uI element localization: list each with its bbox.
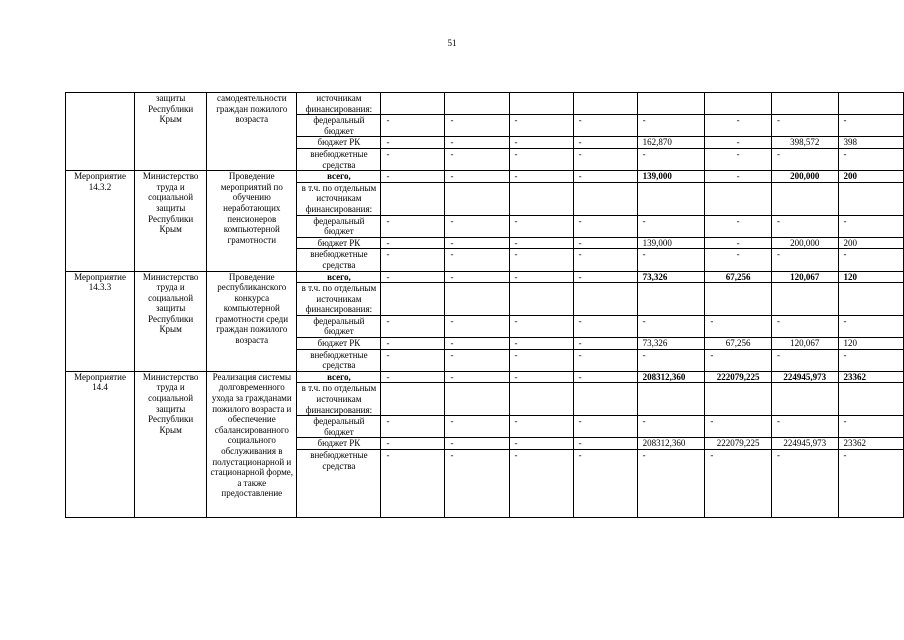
value-cell: - bbox=[509, 271, 573, 283]
value-cell: - bbox=[445, 271, 509, 283]
value-cell: - bbox=[705, 137, 772, 149]
value-cell bbox=[573, 93, 637, 115]
value-cell: - bbox=[509, 371, 573, 383]
value-cell: - bbox=[381, 371, 445, 383]
value-cell bbox=[771, 93, 838, 115]
value-cell: - bbox=[771, 450, 838, 518]
value-cell: - bbox=[445, 450, 509, 518]
value-cell bbox=[771, 383, 838, 416]
value-cell: - bbox=[573, 338, 637, 350]
source-cell: внебюджетные средства bbox=[297, 450, 381, 518]
value-cell: - bbox=[705, 249, 772, 271]
value-cell: - bbox=[445, 171, 509, 183]
value-cell bbox=[509, 283, 573, 316]
value-cell: 120 bbox=[838, 271, 903, 283]
measure-id-cell: Мероприятие 14.3.3 bbox=[66, 271, 135, 371]
page-number: 51 bbox=[447, 38, 457, 48]
value-cell: - bbox=[509, 115, 573, 137]
value-cell: 222079,225 bbox=[705, 438, 772, 450]
table-row bbox=[66, 371, 904, 383]
value-cell: 224945,973 bbox=[771, 371, 838, 383]
value-cell bbox=[573, 283, 637, 316]
value-cell bbox=[705, 383, 772, 416]
value-cell bbox=[509, 383, 573, 416]
value-cell: 73,326 bbox=[637, 338, 705, 350]
source-cell: в т.ч. по отдельным источникам финансирования: bbox=[297, 182, 381, 215]
value-cell: - bbox=[509, 148, 573, 170]
value-cell bbox=[771, 182, 838, 215]
value-cell: - bbox=[637, 148, 705, 170]
value-cell: - bbox=[509, 338, 573, 350]
table-row bbox=[66, 93, 904, 115]
value-cell bbox=[637, 383, 705, 416]
value-cell bbox=[445, 182, 509, 215]
value-cell: - bbox=[445, 315, 509, 337]
value-cell: 208312,360 bbox=[637, 438, 705, 450]
value-cell: - bbox=[838, 315, 903, 337]
value-cell: - bbox=[381, 249, 445, 271]
value-cell bbox=[381, 93, 445, 115]
source-cell: всего, bbox=[297, 371, 381, 383]
value-cell: - bbox=[573, 171, 637, 183]
value-cell: - bbox=[705, 237, 772, 249]
value-cell: - bbox=[573, 137, 637, 149]
value-cell: - bbox=[445, 249, 509, 271]
value-cell: - bbox=[445, 215, 509, 237]
value-cell: - bbox=[705, 215, 772, 237]
value-cell: - bbox=[381, 115, 445, 137]
value-cell: - bbox=[381, 148, 445, 170]
value-cell: 222079,225 bbox=[705, 371, 772, 383]
value-cell: - bbox=[705, 349, 772, 371]
value-cell: - bbox=[509, 249, 573, 271]
measure-id-cell bbox=[66, 93, 135, 171]
value-cell bbox=[445, 93, 509, 115]
value-cell bbox=[445, 383, 509, 416]
value-cell: - bbox=[637, 349, 705, 371]
value-cell: - bbox=[509, 237, 573, 249]
value-cell: - bbox=[381, 416, 445, 438]
value-cell bbox=[705, 283, 772, 316]
value-cell bbox=[573, 182, 637, 215]
value-cell: - bbox=[509, 315, 573, 337]
value-cell: - bbox=[445, 349, 509, 371]
executor-cell: защиты Республики Крым bbox=[135, 93, 207, 171]
value-cell: 120 bbox=[838, 338, 903, 350]
value-cell: - bbox=[509, 171, 573, 183]
value-cell: - bbox=[445, 137, 509, 149]
source-cell: в т.ч. по отдельным источникам финансирования: bbox=[297, 383, 381, 416]
value-cell: 120,067 bbox=[771, 271, 838, 283]
value-cell: - bbox=[573, 371, 637, 383]
value-cell: - bbox=[838, 349, 903, 371]
value-cell: 139,000 bbox=[637, 171, 705, 183]
funding-table bbox=[65, 92, 904, 518]
value-cell: - bbox=[573, 438, 637, 450]
value-cell: 139,000 bbox=[637, 237, 705, 249]
value-cell bbox=[705, 182, 772, 215]
value-cell: - bbox=[771, 349, 838, 371]
measure-name-cell: самодеятельности граждан пожилого возраста bbox=[207, 93, 297, 171]
value-cell: - bbox=[445, 416, 509, 438]
value-cell bbox=[838, 182, 903, 215]
value-cell: - bbox=[771, 249, 838, 271]
value-cell: 200 bbox=[838, 171, 903, 183]
value-cell: - bbox=[381, 450, 445, 518]
value-cell: - bbox=[771, 215, 838, 237]
value-cell: - bbox=[445, 371, 509, 383]
source-cell: федеральный бюджет bbox=[297, 215, 381, 237]
source-cell: федеральный бюджет bbox=[297, 115, 381, 137]
executor-cell: Министерство труда и социальной защиты Республики Крым bbox=[135, 271, 207, 371]
value-cell bbox=[637, 93, 705, 115]
value-cell: - bbox=[771, 416, 838, 438]
measure-name-cell: Проведение республиканского конкурса компьютерной грамотности среди граждан пожилого возраста bbox=[207, 271, 297, 371]
value-cell: - bbox=[381, 271, 445, 283]
value-cell: - bbox=[381, 438, 445, 450]
measure-id-cell: Мероприятие 14.4 bbox=[66, 371, 135, 517]
measure-name-cell: Проведение мероприятий по обучению неработающих пенсионеров компьютерной грамотности bbox=[207, 171, 297, 271]
value-cell: - bbox=[637, 115, 705, 137]
value-cell: - bbox=[573, 115, 637, 137]
source-cell: бюджет РК bbox=[297, 338, 381, 350]
value-cell: - bbox=[381, 215, 445, 237]
source-cell: внебюджетные средства bbox=[297, 249, 381, 271]
value-cell: - bbox=[838, 115, 903, 137]
value-cell bbox=[381, 182, 445, 215]
value-cell: - bbox=[771, 315, 838, 337]
source-cell: бюджет РК bbox=[297, 237, 381, 249]
value-cell: 200 bbox=[838, 237, 903, 249]
value-cell bbox=[637, 182, 705, 215]
value-cell: - bbox=[445, 115, 509, 137]
value-cell: 67,256 bbox=[705, 338, 772, 350]
value-cell: - bbox=[838, 215, 903, 237]
value-cell: - bbox=[838, 450, 903, 518]
value-cell: - bbox=[445, 338, 509, 350]
source-cell: федеральный бюджет bbox=[297, 416, 381, 438]
value-cell: - bbox=[705, 416, 772, 438]
value-cell: - bbox=[705, 171, 772, 183]
value-cell: - bbox=[381, 315, 445, 337]
value-cell: - bbox=[573, 450, 637, 518]
value-cell bbox=[838, 93, 903, 115]
value-cell bbox=[381, 283, 445, 316]
value-cell: - bbox=[509, 137, 573, 149]
executor-cell: Министерство труда и социальной защиты Республики Крым bbox=[135, 371, 207, 517]
value-cell: - bbox=[637, 215, 705, 237]
value-cell: - bbox=[637, 249, 705, 271]
executor-cell: Министерство труда и социальной защиты Республики Крым bbox=[135, 171, 207, 271]
value-cell: - bbox=[381, 338, 445, 350]
value-cell: - bbox=[509, 438, 573, 450]
source-cell: внебюджетные средства bbox=[297, 349, 381, 371]
source-cell: внебюджетные средства bbox=[297, 148, 381, 170]
table-row bbox=[66, 171, 904, 183]
value-cell: 162,870 bbox=[637, 137, 705, 149]
value-cell: 120,067 bbox=[771, 338, 838, 350]
value-cell: 200,000 bbox=[771, 237, 838, 249]
value-cell: 200,000 bbox=[771, 171, 838, 183]
value-cell bbox=[637, 283, 705, 316]
value-cell: - bbox=[838, 416, 903, 438]
value-cell: - bbox=[705, 450, 772, 518]
value-cell: - bbox=[381, 237, 445, 249]
value-cell bbox=[509, 182, 573, 215]
value-cell: - bbox=[637, 450, 705, 518]
source-cell: федеральный бюджет bbox=[297, 315, 381, 337]
value-cell: - bbox=[509, 215, 573, 237]
source-cell: всего, bbox=[297, 171, 381, 183]
value-cell: - bbox=[445, 237, 509, 249]
value-cell: - bbox=[838, 249, 903, 271]
value-cell: - bbox=[509, 416, 573, 438]
value-cell: - bbox=[637, 416, 705, 438]
value-cell: 73,326 bbox=[637, 271, 705, 283]
value-cell bbox=[509, 93, 573, 115]
value-cell: - bbox=[705, 115, 772, 137]
value-cell: 398,572 bbox=[771, 137, 838, 149]
value-cell: 23362 bbox=[838, 438, 903, 450]
value-cell: - bbox=[573, 349, 637, 371]
value-cell bbox=[445, 283, 509, 316]
table-row bbox=[66, 271, 904, 283]
value-cell: 398 bbox=[838, 137, 903, 149]
value-cell bbox=[381, 383, 445, 416]
value-cell: - bbox=[573, 215, 637, 237]
value-cell: 208312,360 bbox=[637, 371, 705, 383]
source-cell: в т.ч. по отдельным источникам финансирования: bbox=[297, 283, 381, 316]
value-cell: - bbox=[573, 416, 637, 438]
value-cell: - bbox=[637, 315, 705, 337]
measure-id-cell: Мероприятие 14.3.2 bbox=[66, 171, 135, 271]
value-cell: - bbox=[771, 148, 838, 170]
value-cell: - bbox=[771, 115, 838, 137]
value-cell bbox=[838, 383, 903, 416]
value-cell: - bbox=[573, 249, 637, 271]
measure-name-cell: Реализация системы долговременного ухода за гражданами пожилого возраста и обеспечение сбалансированного социального обслуживания в полустационарной и стационарной форме, а также предоставление bbox=[207, 371, 297, 517]
value-cell: - bbox=[705, 148, 772, 170]
value-cell: - bbox=[509, 450, 573, 518]
source-cell: всего, bbox=[297, 271, 381, 283]
value-cell: 67,256 bbox=[705, 271, 772, 283]
source-cell: источникам финансирования: bbox=[297, 93, 381, 115]
value-cell: 224945,973 bbox=[771, 438, 838, 450]
value-cell: - bbox=[573, 237, 637, 249]
value-cell: - bbox=[838, 148, 903, 170]
value-cell: 23362 bbox=[838, 371, 903, 383]
value-cell: - bbox=[573, 271, 637, 283]
source-cell: бюджет РК bbox=[297, 137, 381, 149]
value-cell bbox=[705, 93, 772, 115]
source-cell: бюджет РК bbox=[297, 438, 381, 450]
value-cell bbox=[573, 383, 637, 416]
value-cell: - bbox=[445, 438, 509, 450]
value-cell bbox=[838, 283, 903, 316]
value-cell: - bbox=[445, 148, 509, 170]
value-cell: - bbox=[509, 349, 573, 371]
value-cell: - bbox=[573, 148, 637, 170]
value-cell: - bbox=[381, 349, 445, 371]
value-cell: - bbox=[381, 137, 445, 149]
value-cell bbox=[771, 283, 838, 316]
value-cell: - bbox=[705, 315, 772, 337]
value-cell: - bbox=[381, 171, 445, 183]
value-cell: - bbox=[573, 315, 637, 337]
